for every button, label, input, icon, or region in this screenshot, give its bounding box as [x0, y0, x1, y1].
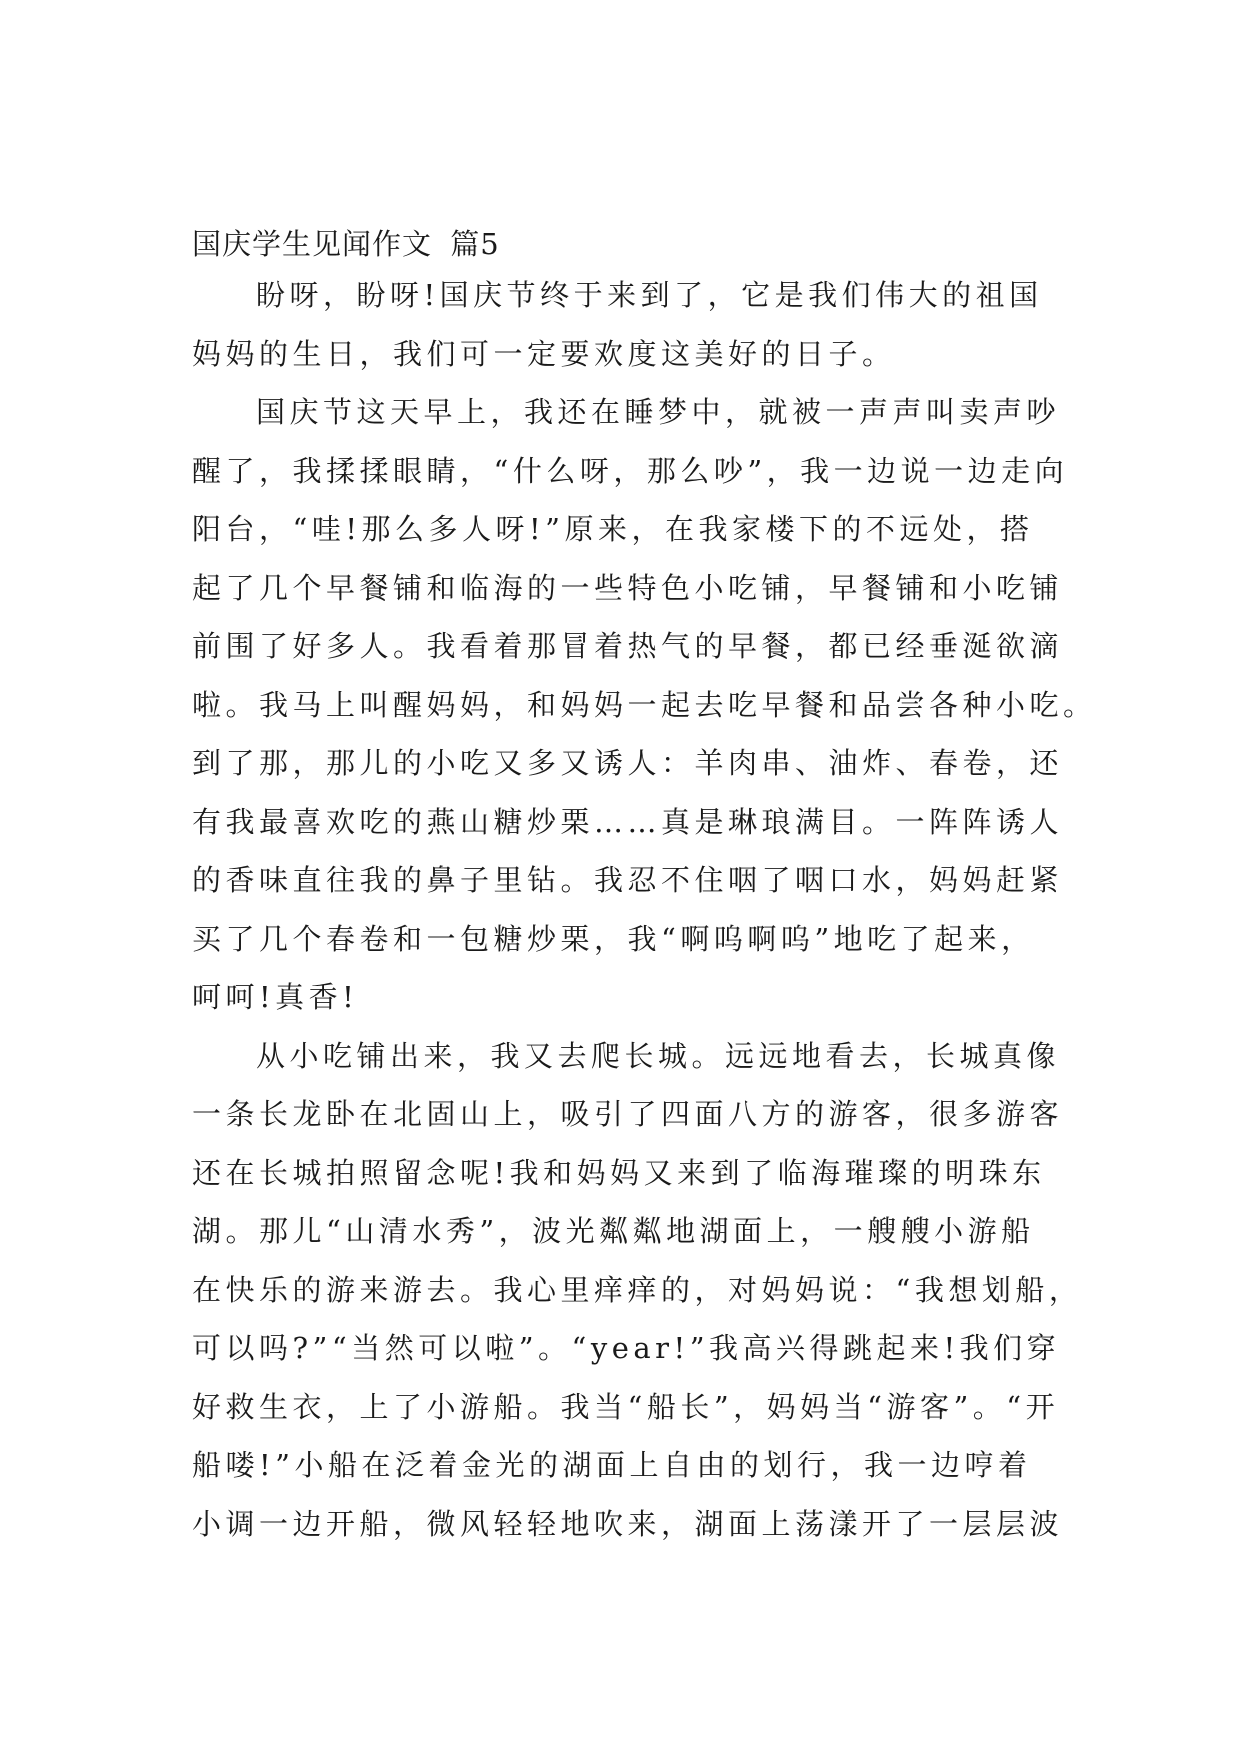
paragraph-2-line-10: 买了几个春卷和一包糖炒栗，我“啊呜啊呜”地吃了起来， — [192, 921, 1035, 956]
paragraph-3-line-8: 船喽!”小船在泛着金光的湖面上自由的划行，我一边哼着 — [192, 1448, 1032, 1482]
paragraph-1-line-2: 妈妈的生日，我们可一定要欢度这美好的日子。 — [192, 336, 896, 371]
paragraph-2-line-7: 到了那，那儿的小吃又多又诱人：羊肉串、油炸、春卷，还 — [192, 746, 1064, 780]
paragraph-2-line-9: 的香味直往我的鼻子里钻。我忍不住咽了咽口水，妈妈赶紧 — [192, 863, 1064, 897]
paragraph-2-line-1: 国庆节这天早上，我还在睡梦中，就被一声声叫卖声吵 — [256, 395, 1061, 429]
paragraph-2-line-2: 醒了，我揉揉眼睛，“什么呀，那么吵”，我一边说一边走向 — [192, 453, 1069, 488]
paragraph-3-line-4: 湖。那儿“山清水秀”，波光粼粼地湖面上，一艘艘小游船 — [192, 1214, 1035, 1248]
paragraph-1-line-1: 盼呀，盼呀!国庆节终于来到了，它是我们伟大的祖国 — [256, 278, 1043, 312]
paragraph-2-line-6: 啦。我马上叫醒妈妈，和妈妈一起去吃早餐和品尝各种小吃。 — [192, 687, 1097, 722]
paragraph-3-line-7: 好救生衣，上了小游船。我当“船长”，妈妈当“游客”。“开 — [192, 1389, 1060, 1424]
paragraph-2-line-11: 呵呵!真香! — [192, 980, 359, 1014]
paragraph-2-line-5: 前围了好多人。我看着那冒着热气的早餐，都已经垂涎欲滴 — [192, 629, 1064, 663]
paragraph-2-line-8: 有我最喜欢吃的燕山糖炒栗……真是琳琅满目。一阵阵诱人 — [192, 804, 1064, 839]
paragraph-2-line-4: 起了几个早餐铺和临海的一些特色小吃铺，早餐铺和小吃铺 — [192, 570, 1064, 605]
paragraph-3-line-2: 一条长龙卧在北固山上，吸引了四面八方的游客，很多游客 — [192, 1097, 1064, 1131]
paragraph-3-line-1: 从小吃铺出来，我又去爬长城。远远地看去，长城真像 — [256, 1038, 1061, 1073]
paragraph-3-line-5: 在快乐的游来游去。我心里痒痒的，对妈妈说：“我想划船， — [192, 1272, 1083, 1307]
paragraph-3-line-9: 小调一边开船，微风轻轻地吹来，湖面上荡漾开了一层层波 — [192, 1506, 1064, 1541]
paragraph-3-line-6: 可以吗?”“当然可以啦”。“year!”我高兴得跳起来!我们穿 — [192, 1331, 1061, 1365]
article-body — [192, 222, 1097, 1553]
article-title: 国庆学生见闻作文 篇5 — [192, 227, 500, 261]
paragraph-2-line-3: 阳台，“哇!那么多人呀!”原来，在我家楼下的不远处，搭 — [192, 512, 1034, 546]
paragraph-3-line-3: 还在长城拍照留念呢!我和妈妈又来到了临海璀璨的明珠东 — [192, 1155, 1046, 1190]
